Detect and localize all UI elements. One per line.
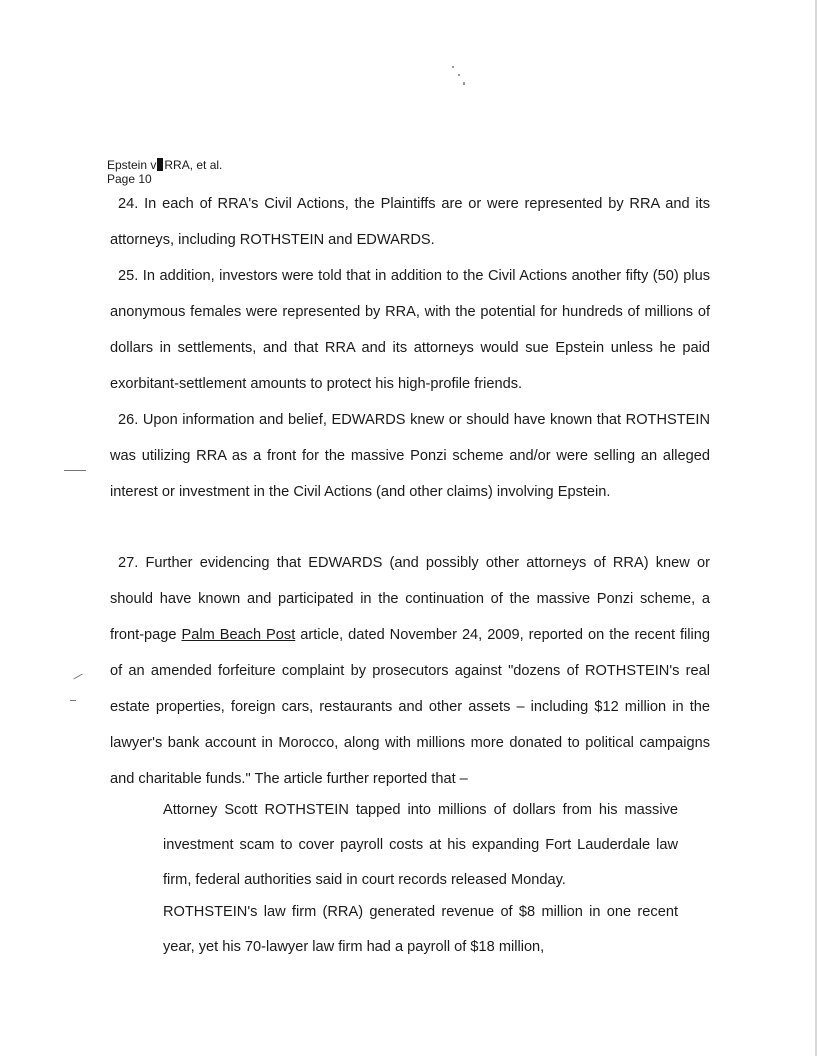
paragraph-number: 27. bbox=[118, 555, 139, 571]
paragraph-number: 25. bbox=[118, 268, 139, 284]
paragraph-text: In each of RRA's Civil Actions, the Plaintiffs are or were represented by RRA and its attorneys, including ROTHSTEIN and EDWARDS. bbox=[110, 196, 711, 248]
paragraph-26 bbox=[110, 402, 710, 510]
paragraph-text-a: Further evidencing that EDWARDS (and possibly other attorneys of RRA) knew or should have known and participated in the continuation of the massive Ponzi scheme, a front-page bbox=[110, 555, 710, 643]
redaction-mark bbox=[157, 158, 163, 171]
paragraph-text-b: article, dated November 24, 2009, reported on the recent filing of an amended forfeiture complaint by prosecutors against "dozens of ROTHSTEIN's real estate properties, foreign cars, restaurants and other assets – including $12 million in the lawyer's bank account in Morocco, along with millions more donated to political campaigns and charitable funds." The article further reported that – bbox=[110, 627, 710, 787]
case-caption bbox=[107, 158, 222, 172]
caption-left: Epstein v bbox=[107, 158, 157, 172]
publication-name: Palm Beach Post bbox=[181, 627, 296, 643]
paragraph-27 bbox=[110, 545, 710, 797]
paragraph-number: 24. bbox=[118, 196, 139, 212]
block-quote-1: Attorney Scott ROTHSTEIN tapped into millions of dollars from his massive investment scam to cover payroll costs at his expanding Fort Lauderdale law firm, federal authorities said in court records released Monday. bbox=[163, 802, 678, 888]
block-quote-2: ROTHSTEIN's law firm (RRA) generated revenue of $8 million in one recent year, yet his 70-lawyer law firm had a payroll of $18 million, bbox=[163, 904, 678, 955]
paragraph-text: In addition, investors were told that in addition to the Civil Actions another fifty (50) plus anonymous females were represented by RRA, with the potential for hundreds of millions of dollars in settlements, and that RRA and its attorneys would sue Epstein unless he paid exorbitant-settlement amounts to protect his high-profile friends. bbox=[110, 268, 710, 392]
page-number: Page 10 bbox=[107, 172, 152, 186]
scan-speck bbox=[463, 82, 465, 85]
page-header bbox=[107, 158, 222, 186]
scan-mark bbox=[70, 700, 76, 701]
scan-mark bbox=[64, 470, 86, 471]
scan-mark bbox=[73, 674, 82, 680]
scan-speck bbox=[452, 66, 454, 68]
paragraph-number: 26. bbox=[118, 412, 139, 428]
paragraph-text: Upon information and belief, EDWARDS knew or should have known that ROTHSTEIN was utilizing RRA as a front for the massive Ponzi scheme and/or were selling an alleged interest or investment in the Civil Actions (and other claims) involving Epstein. bbox=[110, 412, 710, 500]
scan-speck bbox=[458, 74, 460, 76]
paragraph-25 bbox=[110, 258, 710, 402]
caption-right: RRA, et al. bbox=[164, 158, 223, 172]
paragraph-24 bbox=[110, 186, 710, 258]
